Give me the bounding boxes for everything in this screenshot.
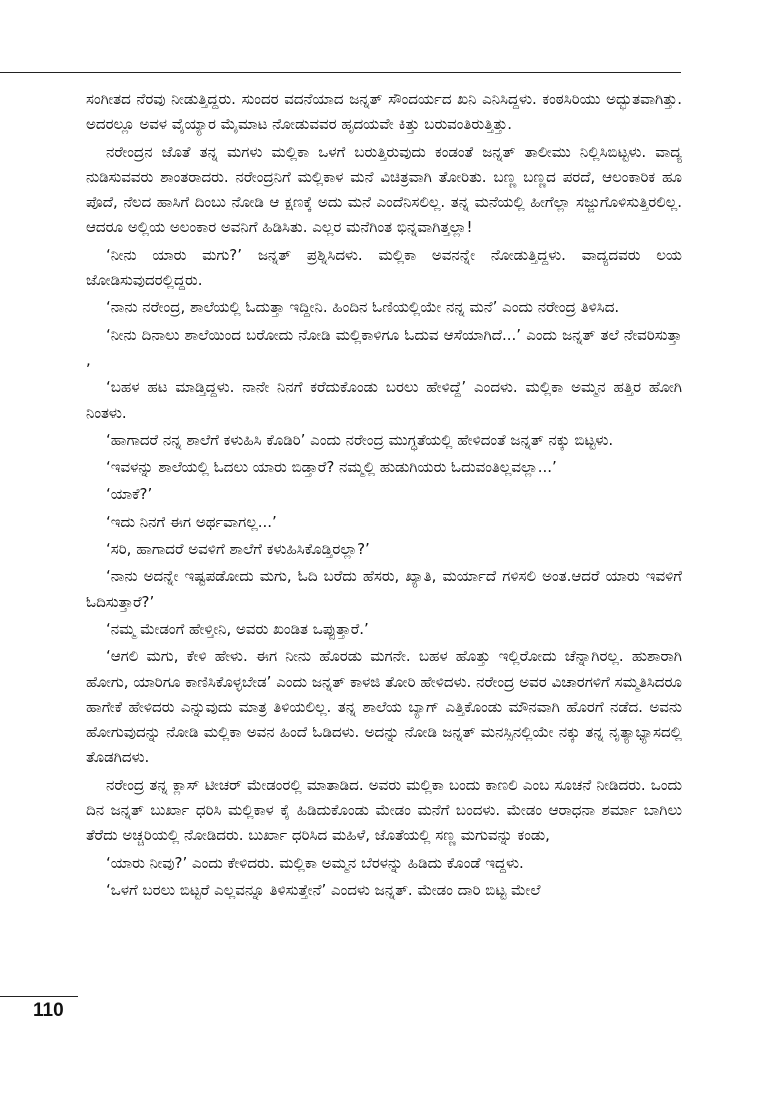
paragraph-1: ಸಂಗೀತದ ನೆರವು ನೀಡುತ್ತಿದ್ದರು. ಸುಂದರ ವದನೆಯಾದ ಜನ್ನತ್ ಸೌಂದರ್ಯದ ಖನಿ ಎನಿಸಿದ್ದಳು. ಕಂಠಸಿರಿಯು ಅದ್ಭುತವಾಗಿತ್ತು. ಅದರಲ್ಲೂ ಅವಳ ವೈಯ್ಯಾರ ಮೈಮಾಟ ನೋಡುವವರ ಹೃದಯವೇ ಕಿತ್ತು ಬರುವಂತಿರುತ್ತಿತ್ತು. [86, 90, 682, 134]
page-body [86, 87, 682, 905]
paragraph-6: ‘ಬಹಳ ಹಟ ಮಾಡ್ತಿದ್ದಳು. ನಾನೇ ನಿನಗೆ ಕರೆದುಕೊಂಡು ಬರಲು ಹೇಳಿದ್ದೆ’ ಎಂದಳು. ಮಲ್ಲಿಕಾ ಅಮ್ಮನ ಹತ್ತಿರ ಹೋಗಿ ನಿಂತಳು. [86, 378, 682, 422]
paragraph-14: ‘ಆಗಲಿ ಮಗು, ಕೇಳಿ ಹೇಳು. ಈಗ ನೀನು ಹೊರಡು ಮಗನೇ. ಬಹಳ ಹೊತ್ತು ಇಲ್ಲಿರೋದು ಚೆನ್ನಾಗಿರಲ್ಲ. ಹುಶಾರಾಗಿ ಹೋಗು, ಯಾರಿಗೂ ಕಾಣಿಸಿಕೊಳ್ಳಬೇಡ’ ಎಂದು ಜನ್ನತ್ ಕಾಳಜಿ ತೋರಿ ಹೇಳಿದಳು. ನರೇಂದ್ರ ಅವರ ವಿಚಾರಗಳಿಗೆ ಸಮ್ಮತಿಸಿದರೂ ಹಾಗೇಕೆ ಹೇಳಿದರು ಎನ್ನುವುದು ಮಾತ್ರ ತಿಳಿಯಲಿಲ್ಲ. ತನ್ನ ಶಾಲೆಯ ಬ್ಯಾಗ್ ಎತ್ತಿಕೊಂಡು ಮೌನವಾಗಿ ಹೊರಗೆ ನಡೆದ. ಅವನು ಹೋಗುವುದನ್ನು ನೋಡಿ ಮಲ್ಲಿಕಾ ಅವನ ಹಿಂದೆ ಓಡಿದಳು. ಅದನ್ನು ನೋಡಿ ಜನ್ನತ್ ಮನಸ್ಸಿನಲ್ಲಿಯೇ ನಕ್ಕು ತನ್ನ ನೃತ್ಯಾಭ್ಯಾಸದಲ್ಲಿ ತೊಡಗಿದಳು. [86, 647, 682, 767]
paragraph-11: ‘ಸರಿ, ಹಾಗಾದರೆ ಅವಳಿಗೆ ಶಾಲೆಗೆ ಕಳುಹಿಸಿಕೊಡ್ತಿರಲ್ಲಾ?’ [106, 540, 370, 559]
paragraph-8: ‘ಇವಳನ್ನು ಶಾಲೆಯಲ್ಲಿ ಓದಲು ಯಾರು ಬಿಡ್ತಾರೆ? ನಮ್ಮಲ್ಲಿ ಹುಡುಗಿಯರು ಓದುವಂತಿಲ್ಲವಲ್ಲಾ...’ [106, 458, 557, 477]
paragraph-17: ‘ಒಳಗೆ ಬರಲು ಬಿಟ್ಟರೆ ಎಲ್ಲವನ್ನೂ ತಿಳಿಸುತ್ತೇನೆ’ ಎಂದಳು ಜನ್ನತ್. ಮೇಡಂ ದಾರಿ ಬಿಟ್ಟ ಮೇಲೆ [106, 880, 541, 899]
paragraph-12: ‘ನಾನು ಅದನ್ನೇ ಇಷ್ಟಪಡೋದು ಮಗು, ಓದಿ ಬರೆದು ಹೆಸರು, ಖ್ಯಾತಿ, ಮರ್ಯಾದೆ ಗಳಿಸಲಿ ಅಂತ.ಆದರೆ ಯಾರು ಇವಳಿಗೆ ಓದಿಸುತ್ತಾರೆ?’ [86, 567, 682, 611]
paragraph-4: ‘ನಾನು ನರೇಂದ್ರ, ಶಾಲೆಯಲ್ಲಿ ಓದುತ್ತಾ ಇದ್ದೀನಿ. ಹಿಂದಿನ ಓಣಿಯಲ್ಲಿಯೇ ನನ್ನ ಮನೆ’ ಎಂದು ನರೇಂದ್ರ ತಿಳಿಸಿದ. [106, 298, 620, 317]
paragraph-13: ‘ನಮ್ಮ ಮೇಡಂಗೆ ಹೇಳ್ತೀನಿ, ಅವರು ಖಂಡಿತ ಒಪ್ಪುತ್ತಾರೆ.’ [106, 619, 369, 638]
paragraph-3: ‘ನೀನು ಯಾರು ಮಗು?’ ಜನ್ನತ್ ಪ್ರಶ್ನಿಸಿದಳು. ಮಲ್ಲಿಕಾ ಅವನನ್ನೇ ನೋಡುತ್ತಿದ್ದಳು. ವಾದ್ಯದವರು ಲಯ ಜೋಡಿಸುವುದರಲ್ಲಿದ್ದರು. [86, 245, 682, 290]
paragraph-9: ‘ಯಾಕೆ?’ [106, 485, 153, 504]
paragraph-10: ‘ಇದು ನಿನಗೆ ಈಗ ಅರ್ಥವಾಗಲ್ಲ...’ [106, 512, 277, 531]
page-number: 110 [33, 1000, 64, 1021]
paragraph-15: ನರೇಂದ್ರ ತನ್ನ ಕ್ಲಾಸ್ ಟೀಚರ್ ಮೇಡಂರಲ್ಲಿ ಮಾತಾಡಿದ. ಅವರು ಮಲ್ಲಿಕಾ ಬಂದು ಕಾಣಲಿ ಎಂಬ ಸೂಚನೆ ನೀಡಿದರು. ಒಂದು ದಿನ ಜನ್ನತ್ ಬುರ್ಖಾ ಧರಿಸಿ ಮಲ್ಲಿಕಾಳ ಕೈ ಹಿಡಿದುಕೊಂಡು ಮೇಡಂ ಮನೆಗೆ ಬಂದಳು. ಮೇಡಂ ಆರಾಧನಾ ಶರ್ಮಾ ಬಾಗಿಲು ತೆರೆದು ಅಚ್ಚರಿಯಲ್ಲಿ ನೋಡಿದರು. ಬುರ್ಖಾ ಧರಿಸಿದ ಮಹಿಳೆ, ಜೊತೆಯಲ್ಲಿ ಸಣ್ಣ ಮಗುವನ್ನು ಕಂಡು, [86, 775, 682, 845]
paragraph-2: ನರೇಂದ್ರನ ಜೊತೆ ತನ್ನ ಮಗಳು ಮಲ್ಲಿಕಾ ಒಳಗೆ ಬರುತ್ತಿರುವುದು ಕಂಡಂತೆ ಜನ್ನತ್ ತಾಲೀಮು ನಿಲ್ಲಿಸಿಬಿಟ್ಟಳು. ವಾದ್ಯ ನುಡಿಸುವವರು ಶಾಂತರಾದರು. ನರೇಂದ್ರನಿಗೆ ಮಲ್ಲಿಕಾಳ ಮನೆ ವಿಚಿತ್ರವಾಗಿ ತೋರಿತು. ಬಣ್ಣ ಬಣ್ಣದ ಪರದೆ, ಆಲಂಕಾರಿಕ ಹೂ ಪೊದೆ, ನೆಲದ ಹಾಸಿಗೆ ದಿಂಬು ನೋಡಿ ಆ ಕ್ಷಣಕ್ಕೆ ಅದು ಮನೆ ಎಂದೆನಿಸಲಿಲ್ಲ. ತನ್ನ ಮನೆಯಲ್ಲಿ ಹೀಗೆಲ್ಲಾ ಸಜ್ಜುಗೊಳಿಸುತ್ತಿರಲಿಲ್ಲ. ಆದರೂ ಅಲ್ಲಿಯ ಅಲಂಕಾರ ಅವನಿಗೆ ಹಿಡಿಸಿತು. ಎಲ್ಲರ ಮನೆಗಿಂತ ಭಿನ್ನವಾಗಿತ್ತಲ್ಲಾ! [86, 142, 682, 237]
header-rule [0, 72, 681, 73]
paragraph-16: ‘ಯಾರು ನೀವು?’ ಎಂದು ಕೇಳಿದರು. ಮಲ್ಲಿಕಾ ಅಮ್ಮನ ಬೆರಳನ್ನು ಹಿಡಿದು ಕೊಂಡೆ ಇದ್ದಳು. [106, 853, 524, 872]
footer-rule [0, 996, 78, 997]
paragraph-5: ‘ನೀನು ದಿನಾಲು ಶಾಲೆಯಿಂದ ಬರೋದು ನೋಡಿ ಮಲ್ಲಿಕಾಳಿಗೂ ಓದುವ ಆಸೆಯಾಗಿದೆ...’ ಎಂದು ಜನ್ನತ್ ತಲೆ ನೇವರಿಸುತ್ತಾ , [86, 325, 682, 369]
paragraph-7: ‘ಹಾಗಾದರೆ ನನ್ನ ಶಾಲೆಗೆ ಕಳುಹಿಸಿ ಕೊಡಿರಿ’ ಎಂದು ನರೇಂದ್ರ ಮುಗ್ಧತೆಯಲ್ಲಿ ಹೇಳಿದಂತೆ ಜನ್ನತ್ ನಕ್ಕು ಬಿಟ್ಟಳು. [106, 430, 614, 449]
